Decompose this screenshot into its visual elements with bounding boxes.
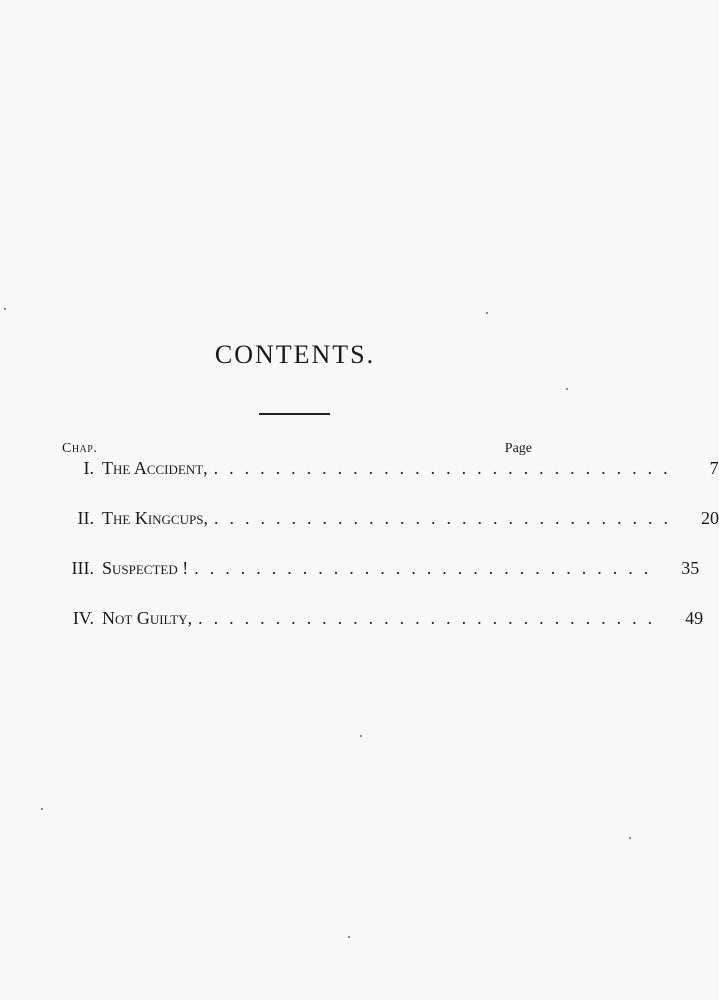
page-title: CONTENTS. [214, 340, 376, 369]
chapter-numeral: III. [71, 558, 94, 578]
chapter-page-number: 35 [681, 558, 700, 578]
page-column-header: Page [504, 441, 532, 456]
dot-leader: .............................. [194, 558, 660, 578]
chapter-numeral: I. [83, 458, 94, 478]
chapter-title: The Kingcups, [102, 508, 208, 528]
chapter-page-number: 20 [700, 508, 719, 528]
chapter-title: The Accident, [102, 458, 208, 478]
dot-leader: .............................. [213, 508, 679, 528]
paper-speck [360, 735, 362, 737]
chapter-numeral: IV. [72, 608, 94, 628]
paper-speck [41, 808, 43, 810]
toc-entry [52, 458, 719, 508]
paper-speck [566, 388, 568, 390]
dot-leader: .............................. [198, 608, 664, 628]
chapter-title: Not Guilty, [102, 608, 193, 628]
paper-speck [486, 312, 488, 314]
table-of-contents [52, 458, 719, 658]
toc-entry [52, 508, 719, 558]
title-rule [259, 413, 330, 415]
chapter-page-number: 7 [709, 458, 719, 478]
paper-speck [4, 308, 6, 310]
chapter-numeral: II. [77, 508, 94, 528]
dot-leader: .............................. [213, 458, 679, 478]
chapter-page-number: 49 [685, 608, 704, 628]
toc-entry [52, 558, 700, 608]
chapter-column-header: Chap. [62, 441, 98, 456]
paper-speck [629, 837, 631, 839]
chapter-title: Suspected ! [102, 558, 189, 578]
paper-speck [348, 936, 350, 938]
toc-entry [52, 608, 704, 658]
